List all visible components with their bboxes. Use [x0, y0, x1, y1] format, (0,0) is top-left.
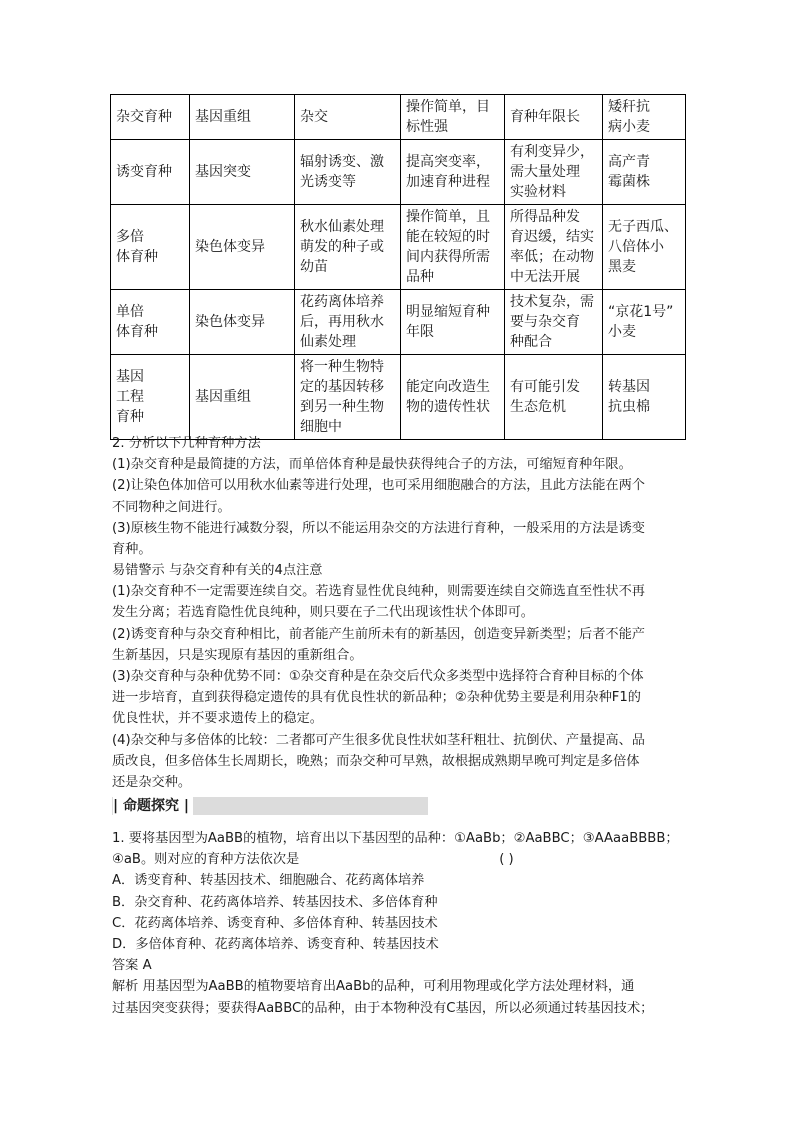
paragraph-line: 进一步培育，直到获得稳定遗传的具有优良性状的新品种；②杂种优势主要是利用杂种F1的: [112, 690, 641, 706]
table-cell: 有利变异少， 需大量处理 实验材料: [510, 144, 594, 200]
table-cell: 基因突变: [195, 164, 251, 180]
table-row: [111, 95, 686, 140]
table-cell: 杂交育种: [116, 109, 172, 125]
paragraph-line: 还是杂交种。: [112, 775, 192, 791]
table-cell: 染色体变异: [195, 239, 265, 255]
analysis-line: 解析 用基因型为AaBB的植物要培育出AaBb的品种，可利用物理或化学方法处理材料，通: [112, 979, 635, 995]
table-row: [111, 355, 686, 440]
table-cell: 有可能引发 生态危机: [510, 379, 580, 415]
table-cell: 技术复杂，需 要与杂交育 种配合: [510, 294, 594, 350]
table-cell: 矮秆抗 病小麦: [608, 99, 650, 135]
option-a: A．诱变育种、转基因技术、细胞融合、花药离体培养: [112, 873, 425, 889]
table-cell: 操作简单，且 能在较短的时 间内获得所需 品种: [406, 209, 490, 285]
paragraph-line: (2)让染色体加倍可以用秋水仙素等进行处理，也可采用细胞融合的方法，且此方法能在两个: [112, 478, 645, 494]
paragraph-line: (1)杂交育种不一定需要连续自交。若选育显性优良纯种，则需要连续自交筛选直至性状不再: [112, 584, 645, 600]
table-cell: 高产青 霉菌株: [608, 154, 650, 190]
option-d: D．多倍体育种、花药离体培养、诱变育种、转基因技术: [112, 937, 439, 953]
point2-block: [112, 433, 686, 560]
paragraph-line: 质改良，但多倍体生长周期长，晚熟；而杂交种可早熟，故根据成熟期早晚可判定是多倍体: [112, 753, 640, 769]
table-cell: 基因重组: [195, 109, 251, 125]
table-cell: 辐射诱变、激 光诱变等: [300, 154, 384, 190]
table-row: [111, 290, 686, 355]
warning-block: [112, 560, 686, 793]
table-cell: 无子西瓜、 八倍体小 黑麦: [608, 219, 678, 275]
table-cell: 染色体变异: [195, 314, 265, 330]
table-cell: 明显缩短育种 年限: [406, 304, 490, 340]
paragraph-line: (3)杂交育种与杂种优势不同：①杂交育种是在杂交后代众多类型中选择符合育种目标的个体: [112, 669, 644, 685]
section-title: | 命题探究 |: [113, 797, 193, 815]
table-cell: 杂交: [300, 109, 328, 125]
paragraph-line: (1)杂交育种是最简捷的方法，而单倍体育种是最快获得纯合子的方法，可缩短育种年限。: [112, 457, 632, 473]
option-b: B．杂交育种、花药离体培养、转基因技术、多倍体育种: [112, 894, 438, 910]
table-cell: 提高突变率， 加速育种进程: [406, 154, 490, 190]
table-cell: 基因重组: [195, 389, 251, 405]
table-cell: 基因 工程 育种: [116, 369, 144, 425]
table-cell: “京花1号” 小麦: [608, 304, 674, 340]
table-cell: 将一种生物特 定的基因转移 到另一种生物 细胞中: [300, 359, 384, 435]
table-cell: 多倍 体育种: [116, 229, 158, 265]
question-stem: ④aB。则对应的育种方法依次是 ( ): [112, 849, 686, 870]
option-c: C．花药离体培养、诱变育种、多倍体育种、转基因技术: [112, 915, 438, 931]
answer-paren: ( ): [499, 852, 514, 868]
table-cell: 能定向改造生 物的遗传性状: [406, 379, 490, 415]
paragraph-line: (2)诱变育种与杂交育种相比，前者能产生前所未有的新基因，创造变异新类型；后者不能产: [112, 626, 645, 642]
answer-line: 答案 A: [112, 958, 152, 974]
paragraph-line: 生新基因，只是实现原有基因的重新组合。: [112, 647, 363, 663]
paragraph-line: (3)原核生物不能进行减数分裂，所以不能运用杂交的方法进行育种，一般采用的方法是诱变: [112, 520, 645, 536]
paragraph-line: 不同物种之间进行。: [112, 499, 231, 515]
warning-title: 易错警示 与杂交育种有关的4点注意: [112, 563, 323, 578]
point2-title: 2. 分析以下几种育种方法: [112, 436, 261, 451]
analysis-line: 过基因突变获得；要获得AaBBC的品种，由于本物种没有C基因，所以必须通过转基因技术；: [112, 1000, 654, 1016]
paragraph-line: 发生分离；若选育隐性优良纯种，则只要在子二代出现该性状个体即可。: [112, 605, 534, 621]
breeding-methods-table: [110, 94, 686, 440]
paragraph-line: (4)杂交种与多倍体的比较：二者都可产生很多优良性状如茎秆粗壮、抗倒伏、产量提高、品: [112, 732, 645, 748]
table-row: [111, 205, 686, 290]
table-row: [111, 140, 686, 205]
table-cell: 所得品种发 育迟缓，结实 率低；在动物 中无法开展: [510, 209, 594, 285]
paragraph-line: 育种。: [112, 542, 152, 558]
question-stem: 1. 要将基因型为AaBB的植物，培育出以下基因型的品种：①AaBb；②AaBBC；③AAaaBBBB；: [112, 831, 679, 846]
paragraph-line: 优良性状，并不要求遗传上的稳定。: [112, 711, 323, 727]
table-cell: 操作简单，目 标性强: [406, 99, 490, 135]
table-cell: 花药离体培养 后，再用秋水 仙素处理: [300, 294, 384, 350]
table-cell: 单倍 体育种: [116, 304, 158, 340]
table-cell: 诱变育种: [116, 164, 172, 180]
table-cell: 转基因 抗虫棉: [608, 379, 650, 415]
question-block: [112, 828, 686, 1019]
table-cell: 育种年限长: [510, 109, 580, 125]
table-cell: 秋水仙素处理 萌发的种子或 幼苗: [300, 219, 384, 275]
